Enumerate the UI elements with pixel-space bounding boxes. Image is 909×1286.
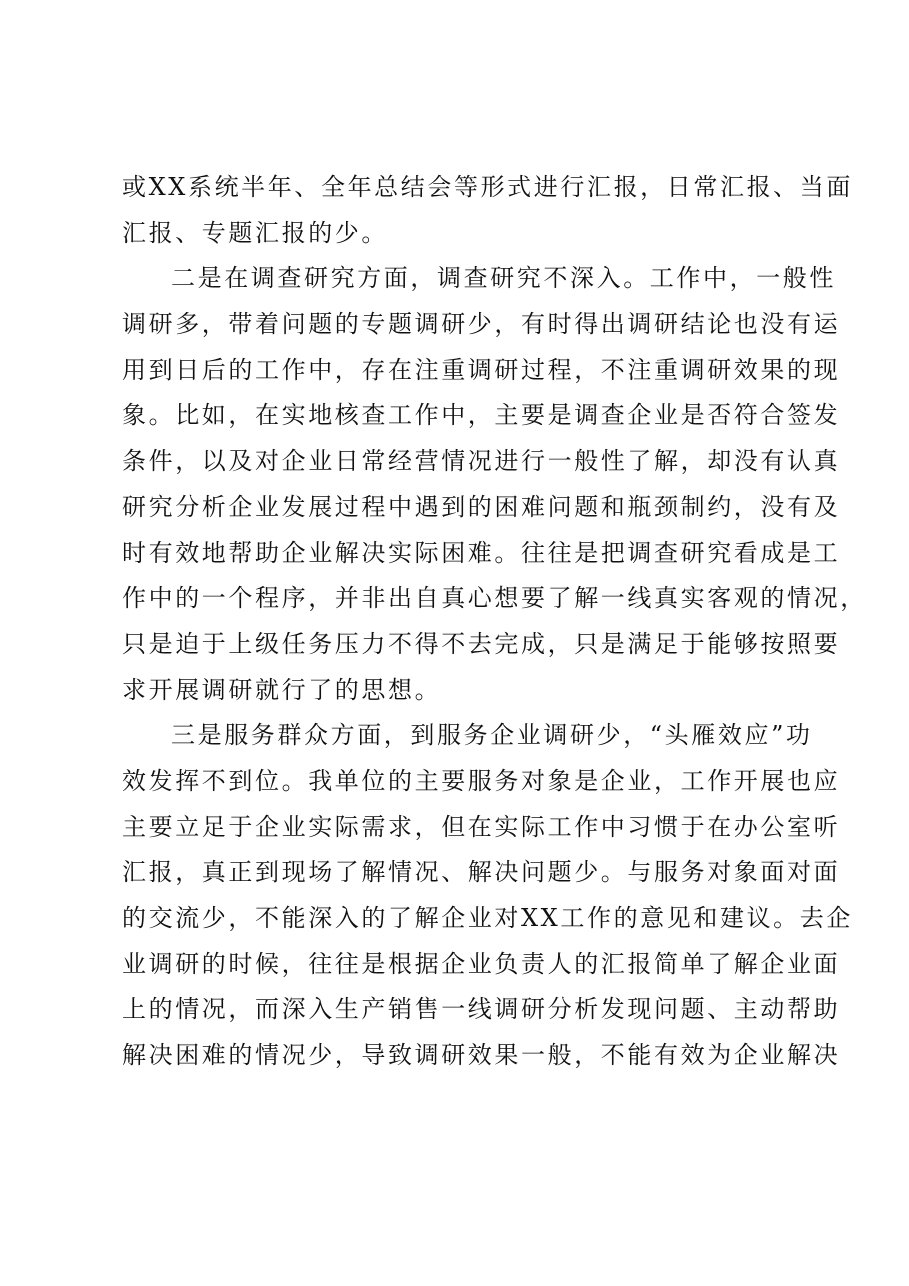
text-line: 主要立足于企业实际需求，但在实际工作中习惯于在办公室听 bbox=[122, 812, 841, 841]
text-line: 只是迫于上级任务压力不得不去完成，只是满足于能够按照要 bbox=[122, 629, 841, 658]
text-line: 作中的一个程序，并非出自真心想要了解一线真实客观的情况， bbox=[122, 584, 867, 613]
text-line: 象。比如，在实地核查工作中，主要是调查企业是否符合签发 bbox=[122, 401, 841, 430]
document-body bbox=[122, 165, 867, 1079]
text-line: 调研多，带着问题的专题调研少，有时得出调研结论也没有运 bbox=[122, 310, 841, 339]
text-line: 上的情况，而深入生产销售一线调研分析发现问题、主动帮助 bbox=[122, 995, 841, 1024]
text-line: 的交流少，不能深入的了解企业对XX工作的意见和建议。去企 bbox=[122, 904, 853, 932]
text-line: 研究分析企业发展过程中遇到的困难问题和瓶颈制约，没有及 bbox=[122, 492, 841, 521]
text-line: 时有效地帮助企业解决实际困难。往往是把调查研究看成是工 bbox=[122, 538, 841, 567]
text-line: 效发挥不到位。我单位的主要服务对象是企业，工作开展也应 bbox=[122, 766, 841, 795]
paragraph-start-line: 二是在调查研究方面，调查研究不深入。工作中，一般性 bbox=[171, 264, 836, 293]
text-line: 汇报，真正到现场了解情况、解决问题少。与服务对象面对面 bbox=[122, 858, 841, 887]
text-line: 用到日后的工作中，存在注重调研过程，不注重调研效果的现 bbox=[122, 355, 841, 384]
text-line: 或XX系统半年、全年总结会等形式进行汇报，日常汇报、当面 bbox=[122, 173, 853, 201]
text-line: 求开展调研就行了的思想。 bbox=[122, 675, 442, 704]
paragraph-start-line: 三是服务群众方面，到服务企业调研少，“头雁效应”功 bbox=[171, 721, 813, 750]
text-line: 解决困难的情况少，导致调研效果一般，不能有效为企业解决 bbox=[122, 1041, 841, 1070]
text-line: 条件，以及对企业日常经营情况进行一般性了解，却没有认真 bbox=[122, 447, 841, 476]
text-line: 汇报、专题汇报的少。 bbox=[122, 218, 388, 247]
text-line: 业调研的时候，往往是根据企业负责人的汇报简单了解企业面 bbox=[122, 949, 841, 978]
